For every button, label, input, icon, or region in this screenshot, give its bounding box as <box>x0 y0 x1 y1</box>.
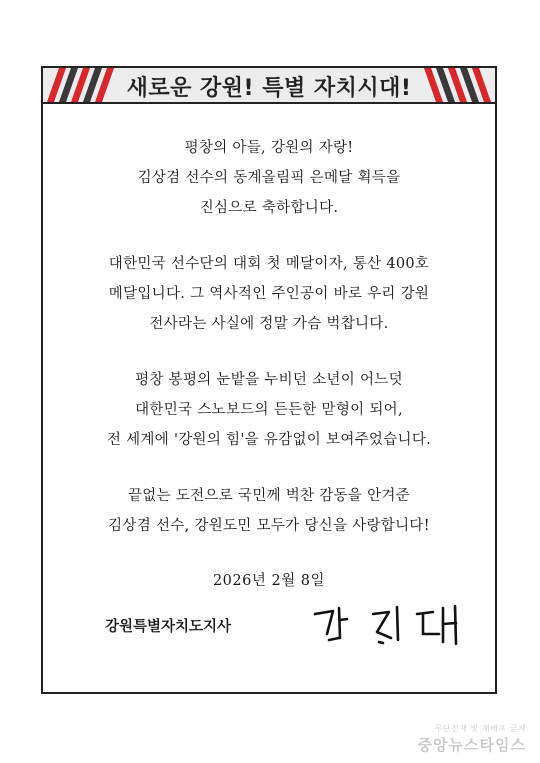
letter-date: 2026년 2월 8일 <box>212 573 326 589</box>
text-line: 전사라는 사실에 정말 가슴 벅찹니다. <box>149 316 389 332</box>
paragraph-pyeongchang <box>43 365 495 455</box>
paragraph-congratulations <box>43 133 495 223</box>
watermark-brand: 중앙뉴스타임스 <box>417 736 526 754</box>
text-line: 대한민국 선수단의 대회 첫 메달이자, 통산 400호 <box>108 256 430 272</box>
paragraph-closing <box>43 481 495 541</box>
banner <box>43 68 495 104</box>
text-line: 김상겸 선수의 동계올림픽 은메달 획득을 <box>137 170 401 186</box>
text-line: 평창 봉평의 눈밭을 누비던 소년이 어느덧 <box>135 372 403 388</box>
text-line: 진심으로 축하합니다. <box>199 200 339 216</box>
text-line: 평창의 아들, 강원의 자랑! <box>184 140 354 156</box>
handwritten-signature <box>309 602 489 646</box>
text-line: 메달입니다. 그 역사적인 주인공이 바로 우리 강원 <box>108 286 430 302</box>
watermark <box>418 723 526 755</box>
banner-title: 새로운 강원! 특별 자치시대! <box>126 76 412 101</box>
letter-frame <box>41 66 497 694</box>
watermark-notice: 무단전재 및 재배포 금지 <box>434 724 526 733</box>
signature-title: 강원특별자치도지사 <box>105 619 232 635</box>
paragraph-medal <box>43 249 495 339</box>
text-line: 끝없는 도전으로 국민께 벅찬 감동을 안겨준 <box>127 488 411 504</box>
text-line: 전 세계에 '강원의 힘'을 유감없이 보여주었습니다. <box>106 432 432 448</box>
text-line: 대한민국 스노보드의 든든한 맏형이 되어, <box>135 402 403 418</box>
text-line: 김상겸 선수, 강원도민 모두가 당신을 사랑합니다! <box>108 518 430 534</box>
